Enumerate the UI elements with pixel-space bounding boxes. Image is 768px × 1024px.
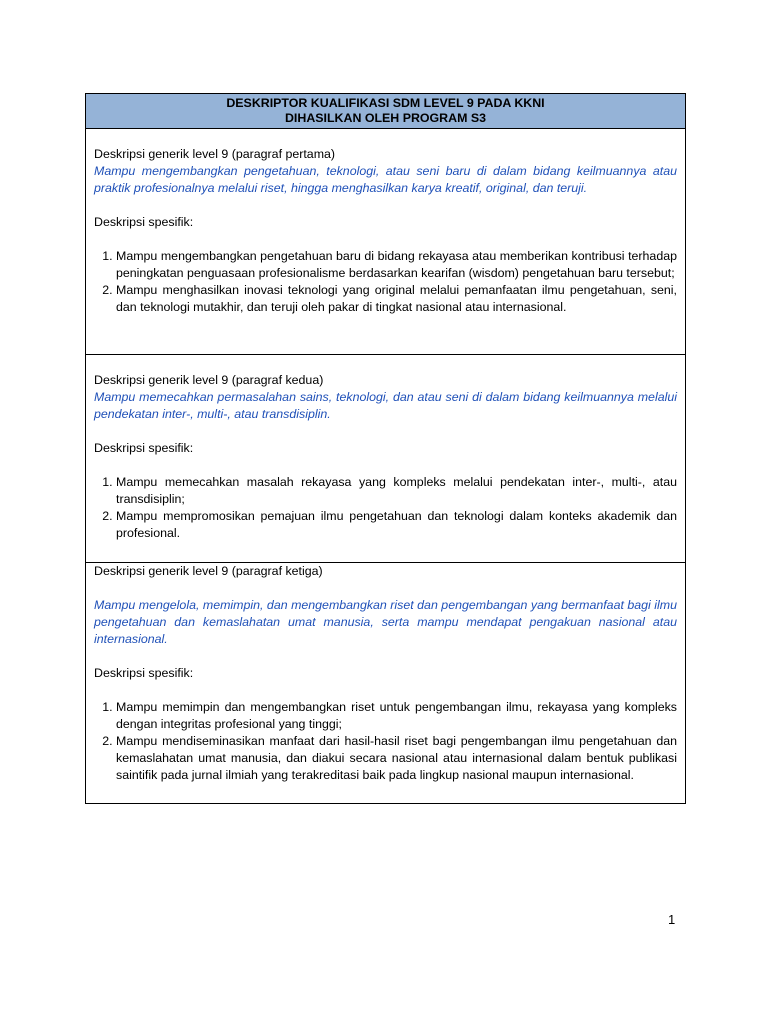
section-3 bbox=[86, 563, 686, 804]
descriptor-table bbox=[85, 93, 686, 804]
specific-label: Deskripsi spesifik: bbox=[94, 441, 194, 455]
section-row bbox=[86, 563, 686, 804]
list-item: 2. Mampu mendiseminasikan manfaat dari hasil-hasil riset bagi pengembangan ilmu pengetahuan dan kemaslahatan umat manusia, dan diakui secara nasional atau internasional dalam bentuk publikasi saintifik pada jurnal ilmiah yang terakreditasi baik pada lingkup nasional maupun internasional. bbox=[116, 733, 677, 784]
generic-label: Deskripsi generik level 9 (paragraf ketiga) bbox=[94, 564, 323, 578]
specific-label: Deskripsi spesifik: bbox=[94, 215, 194, 229]
generic-label: Deskripsi generik level 9 (paragraf pertama) bbox=[94, 147, 336, 161]
section-row bbox=[86, 129, 686, 355]
list-item: 2. Mampu menghasilkan inovasi teknologi yang original melalui pemanfaatan ilmu pengetahuan, seni, dan teknologi mutakhir, dan teruji oleh pakar di tingkat nasional atau internasional. bbox=[116, 282, 677, 316]
table-header bbox=[86, 94, 686, 129]
specific-list bbox=[94, 699, 677, 784]
page-number: 1 bbox=[668, 912, 676, 927]
section-row bbox=[86, 355, 686, 563]
header-title-line1: DESKRIPTOR KUALIFIKASI SDM LEVEL 9 PADA KKNI bbox=[226, 96, 545, 110]
specific-list bbox=[94, 248, 677, 316]
header-title-line2: DIHASILKAN OLEH PROGRAM S3 bbox=[284, 111, 486, 125]
generic-text: Mampu mengelola, memimpin, dan mengembangkan riset dan pengembangan yang bermanfaat bagi ilmu pengetahuan dan kemaslahatan umat manusia, serta mampu mendapat pengakuan nasional atau internasional. bbox=[94, 598, 677, 646]
table-header-row bbox=[86, 94, 686, 129]
generic-label: Deskripsi generik level 9 (paragraf kedua) bbox=[94, 373, 324, 387]
generic-text: Mampu mengembangkan pengetahuan, teknologi, atau seni baru di dalam bidang keilmuannya atau praktik profesionalnya melalui riset, hingga menghasilkan karya kreatif, original, dan teruji. bbox=[94, 164, 677, 195]
specific-label: Deskripsi spesifik: bbox=[94, 666, 194, 680]
section-2 bbox=[86, 355, 686, 563]
generic-text: Mampu memecahkan permasalahan sains, teknologi, dan atau seni di dalam bidang keilmuannya melalui pendekatan inter-, multi-, atau transdisiplin. bbox=[94, 390, 677, 421]
list-item: 2. Mampu mempromosikan pemajuan ilmu pengetahuan dan teknologi dalam konteks akademik dan profesional. bbox=[116, 508, 677, 542]
specific-list bbox=[94, 474, 677, 542]
list-item: 1. Mampu mengembangkan pengetahuan baru di bidang rekayasa atau memberikan kontribusi terhadap peningkatan penguasaan profesionalisme berdasarkan kearifan (wisdom) pengetahuan baru tersebut; bbox=[116, 248, 677, 282]
list-item: 1. Mampu memimpin dan mengembangkan riset untuk pengembangan ilmu, rekayasa yang kompleks dengan integritas profesional yang tinggi; bbox=[116, 699, 677, 733]
section-1 bbox=[86, 129, 686, 355]
list-item: 1. Mampu memecahkan masalah rekayasa yang kompleks melalui pendekatan inter-, multi-, atau transdisiplin; bbox=[116, 474, 677, 508]
